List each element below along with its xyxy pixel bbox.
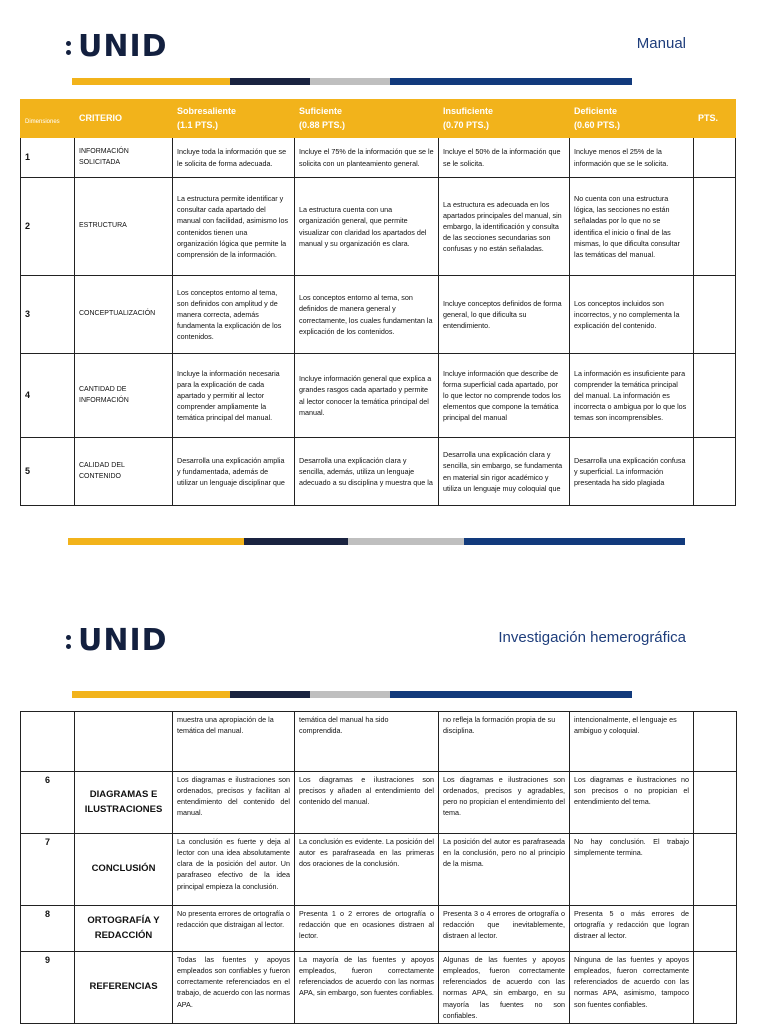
header-criterio: CRITERIO [75, 100, 173, 138]
pts-cell[interactable] [694, 952, 737, 1024]
table-header-row [21, 100, 736, 138]
table-row: 7 CONCLUSIÓN La conclusión es fuerte y deja al lector con una idea absolutamente clara de la posición del autor. Un parafraseo efectivo de la idea principal empieza la conclusión. La conclusión es evidente. La posición del autor es parafraseada en las primeras dos oraciones de la conclusión. La posición del autor es parafraseada en la conclusión, pero no al principio de la misma. No hay conclusión. El trabajo simplemente termina. [21, 834, 737, 906]
logo-text: UNID [78, 29, 168, 64]
page-title: Manual [636, 35, 686, 52]
pts-cell[interactable] [694, 178, 736, 276]
table-row: 9 REFERENCIAS Todas las fuentes y apoyos empleados son confiables y fueron correctamente referenciados en el trabajo, de acuerdo con las normas APA. La mayoría de las fuentes y apoyos empleados, fueron correctamente referenciados de acuerdo con las normas APA, sin embargo, son fuentes confiables. Algunas de las fuentes y apoyos empleados, fueron correctamente referenciados de acuerdo con las normas APA, sin embargo, en su mayoría las fuentes no son confiables. Ninguna de las fuentes y apoyos empleados, fueron correctamente referenciados de acuerdo con las normas APA, asimismo, tampoco son fuentes confiables. [21, 952, 737, 1024]
table-row: 3 CONCEPTUALIZACIÓN Los conceptos entorno al tema, son definidos con amplitud y de manera correcta, además fundamenta la explicación de los contenidos. Los conceptos entorno al tema, son definidos de manera general y correctamente, los cuales fundamentan la explicación de los contenidos. Incluye conceptos definidos de forma general, lo que dificulta su entendimiento. Los conceptos incluidos son incorrectos, y no complementa la explicación del contenido. [21, 276, 736, 354]
table-row: muestra una apropiación de la temática del manual. temática del manual ha sido comprendida. no refleja la formación propia de su disciplina. intencionalmente, el lenguaje es ambiguo y coloquial. [21, 712, 737, 772]
table-row: 6 DIAGRAMAS E ILUSTRACIONES Los diagramas e ilustraciones son ordenados, precisos y facilitan al entendimiento del contenido del manual. Los diagramas e ilustraciones son precisos y añaden al entendimiento del contenido del manual. Los diagramas e ilustraciones son ordenados, precisos y agradables, pero no propician el entendimiento del tema. Los diagramas e ilustraciones no son precisos o no propician el entendimiento del tema. [21, 772, 737, 834]
pts-cell[interactable] [694, 354, 736, 438]
header-color-stripe [72, 691, 632, 698]
table-row: 4 CANTIDAD DE INFORMACIÓN Incluye la información necesaria para la explicación de cada apartado y permitir al lector comprender ampliamente la temática principal del manual. Incluye información general que explica a grandes rasgos cada apartado y permite al lector conocer la temática principal del manual. Incluye información que describe de forma superficial cada apartado, por lo que lector no comprende todos los elementos que compone la temática principal del manual La información es insuficiente para comprender la temática principal del manual. La información es incorrecta o ambigua por lo que los temas son incomprensibles. [21, 354, 736, 438]
page-title: Investigación hemerográfica [498, 629, 686, 646]
table-row: 1 INFORMACIÓN SOLICITADA Incluye toda la información que se le solicita de forma adecuada. Incluye el 75% de la información que se le solicita con un planteamiento general. Incluye el 50% de la información que se le solicita. Incluye menos el 25% de la información que se le solicita. [21, 138, 736, 178]
pts-cell[interactable] [694, 276, 736, 354]
header-pts: PTS. [694, 100, 736, 138]
header-sobresaliente: Sobresaliente (1.1 PTS.) [173, 100, 295, 138]
pts-cell[interactable] [694, 906, 737, 952]
table-row: 5 CALIDAD DEL CONTENIDO Desarrolla una explicación amplia y fundamentada, además de utilizar un lenguaje disciplinar que Desarrolla una explicación clara y sencilla, además, utiliza un lenguaje adecuado a su disciplina y muestra que la Desarrolla una explicación clara y sencilla, sin embargo, se fundamenta en material sin rigor académico y utiliza un lenguaje muy coloquial que Desarrolla una explicación confusa y superficial. La información presentada ha sido plagiada [21, 438, 736, 506]
header-suficiente: Suficiente (0.88 PTS.) [295, 100, 439, 138]
unid-logo [66, 623, 168, 658]
header-dimensiones: Dimensiones [21, 100, 75, 138]
pts-cell[interactable] [694, 138, 736, 178]
pts-cell[interactable] [694, 438, 736, 506]
header-insuficiente: Insuficiente (0.70 PTS.) [439, 100, 570, 138]
table-row: 8 ORTOGRAFÍA Y REDACCIÓN No presenta errores de ortografía o redacción que distraigan al lector. Presenta 1 o 2 errores de ortografía o redacción que en ocasiones distraen al lector. Presenta 3 o 4 errores de ortografía o redacción que inevitablemente, distraen al lector. Presenta 5 o más errores de ortografía y redacción que logran distraer al lector. [21, 906, 737, 952]
footer-color-stripe [68, 538, 685, 545]
rubric-table [20, 99, 736, 506]
pts-cell[interactable] [694, 712, 737, 772]
logo-text: UNID [78, 623, 168, 658]
header-color-stripe [72, 78, 632, 85]
logo-colon-icon [66, 36, 74, 58]
table-row: 2 ESTRUCTURA La estructura permite identificar y consultar cada apartado del manual con facilidad, asimismo los contenidos tienen una organización lógica que permite la comprensión de la información. La estructura cuenta con una organización general, que permite visualizar con claridad los apartados del manual y su organización es clara. La estructura es adecuada en los apartados principales del manual, sin embargo, la identificación y consulta de las secciones secundarias son confusas y no están señaladas. No cuenta con una estructura lógica, las secciones no están señaladas por lo que no se identifica el inicio o final de las mismas, lo que dificulta consultar las temáticas del manual. [21, 178, 736, 276]
rubric-table-continued [20, 711, 737, 1024]
header-deficiente: Deficiente (0.60 PTS.) [570, 100, 694, 138]
pts-cell[interactable] [694, 834, 737, 906]
pts-cell[interactable] [694, 772, 737, 834]
logo-colon-icon [66, 630, 74, 652]
unid-logo [66, 29, 168, 64]
